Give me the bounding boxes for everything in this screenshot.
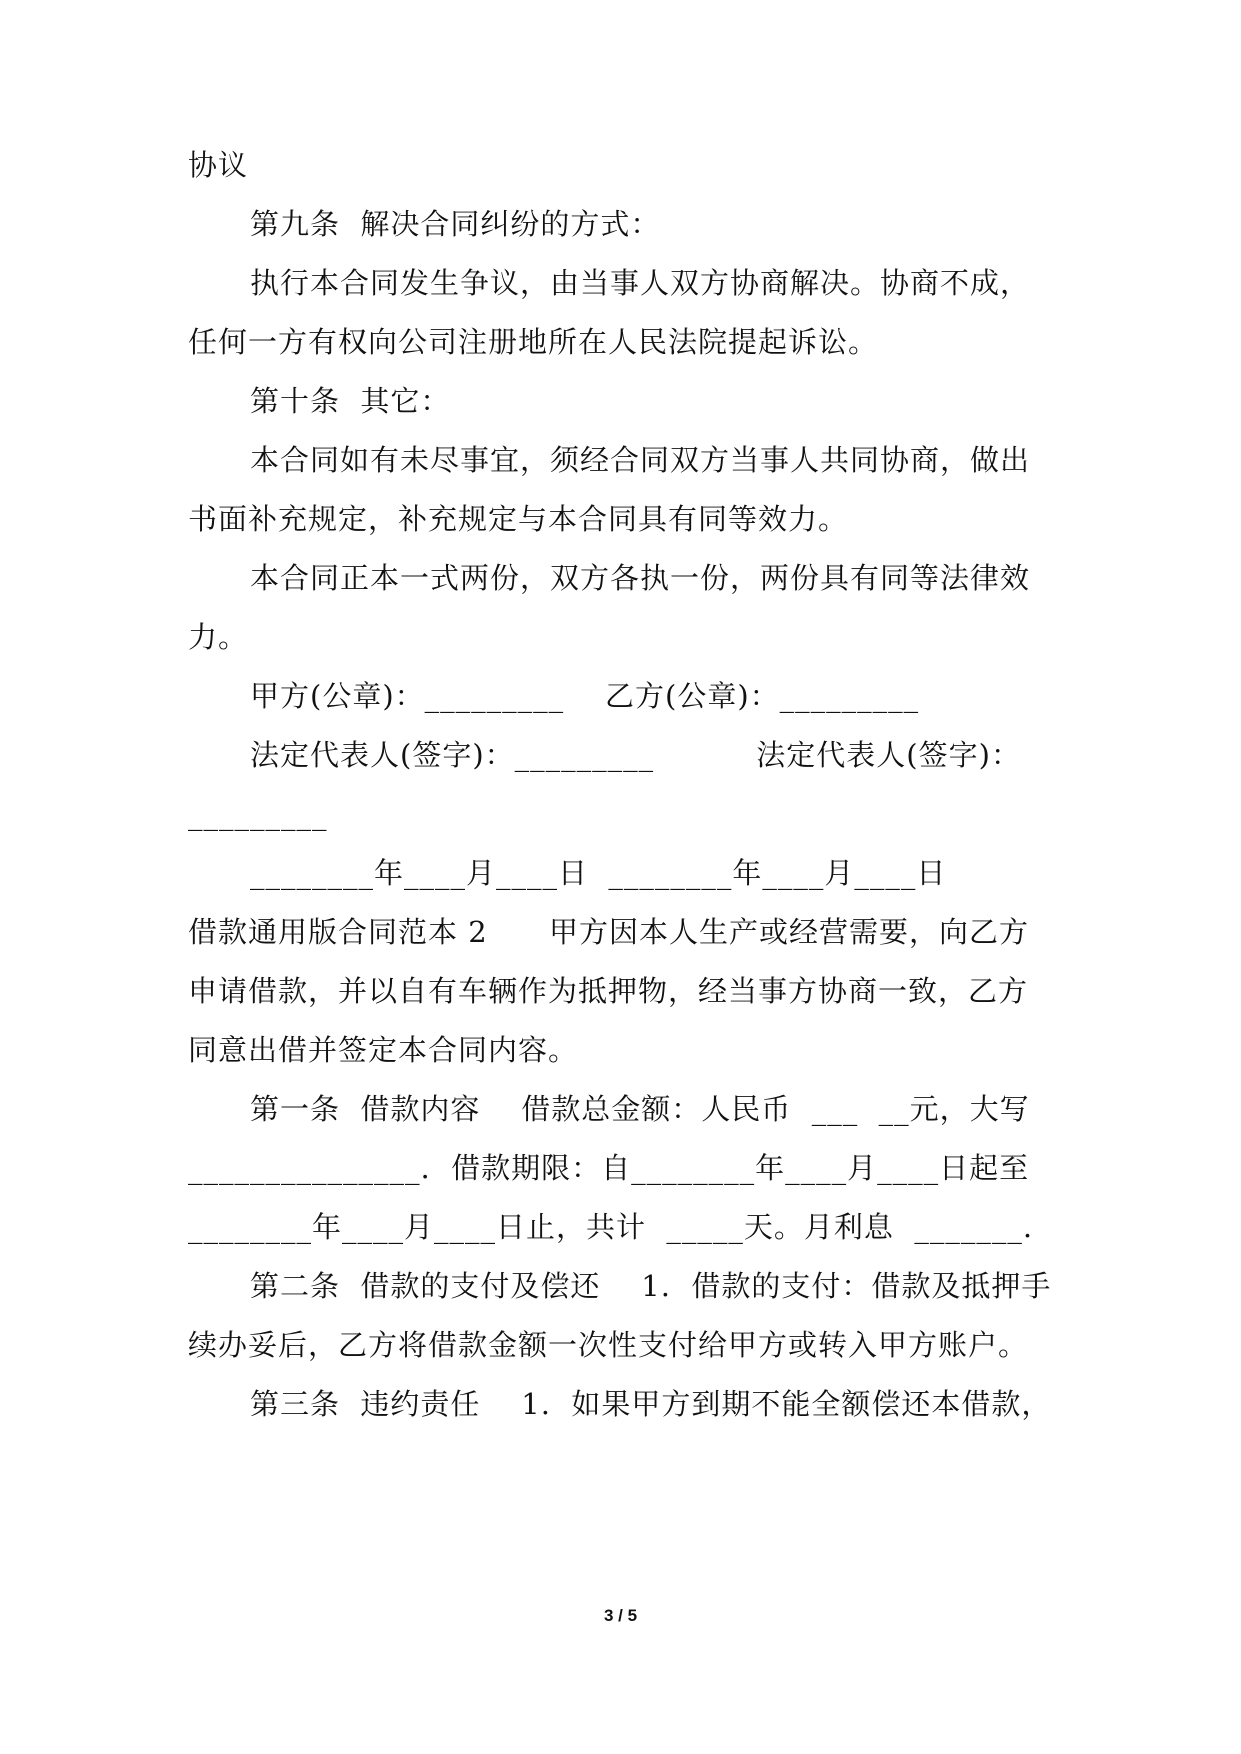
- text-line: 力。: [188, 620, 249, 654]
- signature-line: 法定代表人(签字)：_________ 法定代表人(签字)：: [250, 738, 1021, 772]
- text-line: _______________. 借款期限：自________年____月____日起至: [188, 1151, 1030, 1185]
- text-line: 任何一方有权向公司注册地所在人民法院提起诉讼。: [188, 325, 879, 359]
- text-line: 执行本合同发生争议，由当事人双方协商解决。协商不成，: [250, 266, 1031, 300]
- text-line: 同意出借并签定本合同内容。: [188, 1033, 579, 1067]
- text-line: 协议: [188, 148, 249, 182]
- section-title-line: 借款通用版合同范本 2 甲方因本人生产或经营需要，向乙方: [188, 915, 1029, 949]
- text-line: ________年____月____日止，共计 _____天。月利息 _______.: [188, 1210, 1034, 1244]
- text-line: 书面补充规定，补充规定与本合同具有同等效力。: [188, 502, 849, 536]
- clause-line: 第二条 借款的支付及偿还 1. 借款的支付：借款及抵押手: [250, 1269, 1052, 1303]
- text-line: 续办妥后，乙方将借款金额一次性支付给甲方或转入甲方账户。: [188, 1328, 1029, 1362]
- page-number: 3 / 5: [603, 1606, 638, 1625]
- text-line: 本合同如有未尽事宜，须经合同双方当事人共同协商，做出: [250, 443, 1031, 477]
- clause-line: 第一条 借款内容 借款总金额：人民币 ___ __元，大写: [250, 1092, 1030, 1126]
- clause-heading: 第九条 解决合同纠纷的方式：: [250, 207, 661, 241]
- text-line: 本合同正本一式两份，双方各执一份，两份具有同等法律效: [250, 561, 1031, 595]
- clause-heading: 第十条 其它：: [250, 384, 451, 418]
- date-line: ________年____月____日 ________年____月____日: [250, 856, 947, 890]
- signature-blank: _________: [188, 797, 328, 831]
- seal-line: 甲方(公章)：_________ 乙方(公章)：_________: [250, 679, 920, 713]
- text-line: 申请借款，并以自有车辆作为抵押物，经当事方协商一致，乙方: [188, 974, 1029, 1008]
- clause-line: 第三条 违约责任 1. 如果甲方到期不能全额偿还本借款，: [250, 1387, 1052, 1421]
